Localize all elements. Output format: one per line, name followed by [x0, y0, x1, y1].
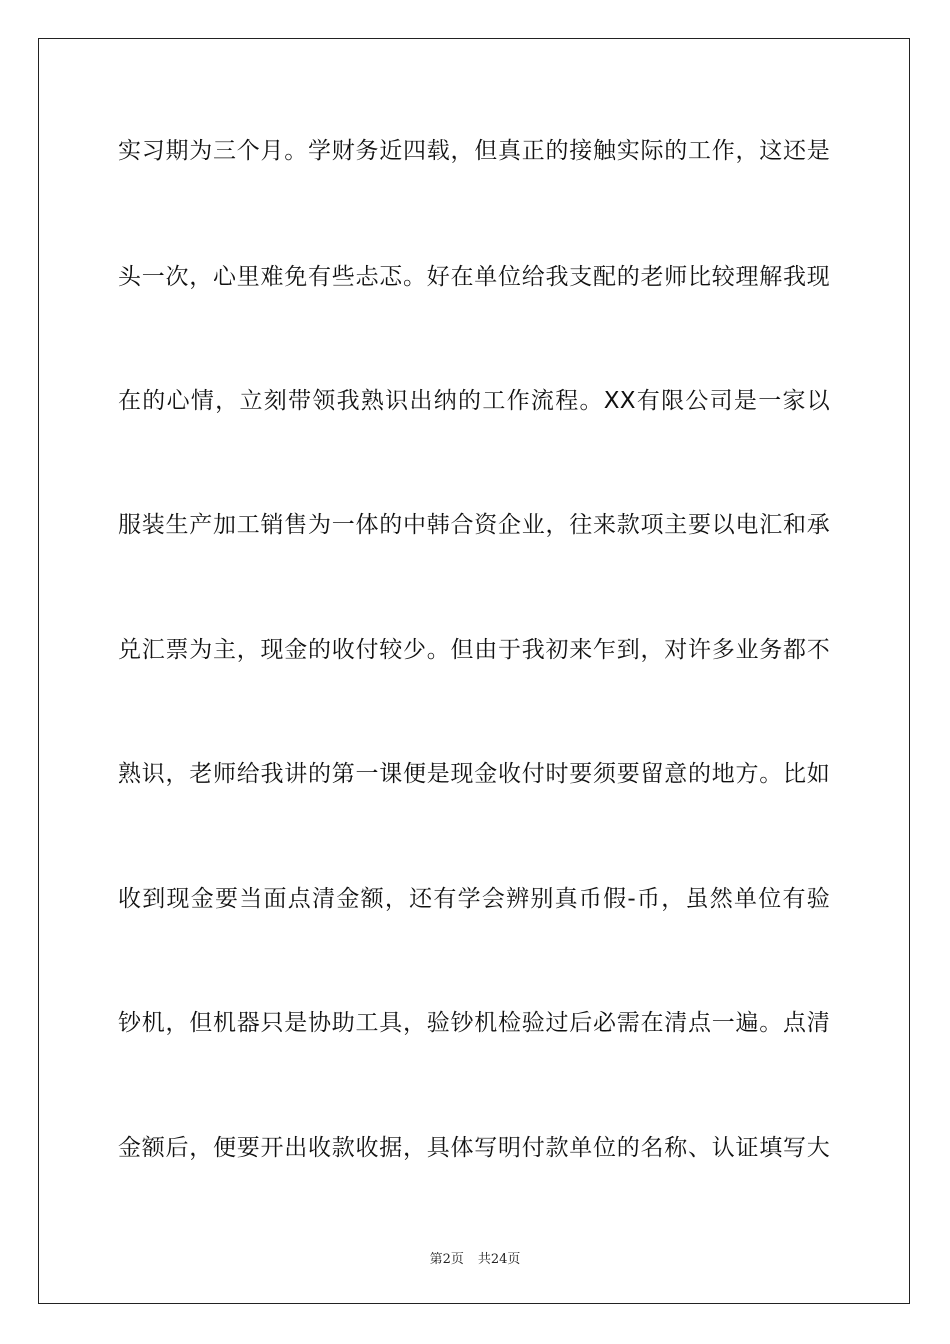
text-line: 在的心情，立刻带领我熟识出纳的工作流程。XX有限公司是一家以 [118, 388, 830, 414]
page-footer [0, 1248, 950, 1267]
text-line: 钞机，但机器只是协助工具，验钞机检验过后必需在清点一遍。点清 [118, 1010, 830, 1036]
page-border [38, 38, 910, 1304]
page-total: 共24页 [477, 1252, 521, 1267]
text-line: 金额后，便要开出收款收据，具体写明付款单位的名称、认证填写大 [118, 1135, 830, 1161]
text-line: 实习期为三个月。学财务近四载，但真正的接触实际的工作，这还是 [118, 138, 830, 164]
text-line: 兑汇票为主，现金的收付较少。但由于我初来乍到，对许多业务都不 [118, 637, 830, 663]
text-line: 熟识，老师给我讲的第一课便是现金收付时要须要留意的地方。比如 [118, 761, 830, 787]
page-number: 第2页 [429, 1252, 464, 1267]
text-line: 头一次，心里难免有些忐忑。好在单位给我支配的老师比较理解我现 [118, 264, 830, 290]
text-line: 收到现金要当面点清金额，还有学会辨别真币假-币，虽然单位有验 [118, 886, 830, 912]
text-line: 服装生产加工销售为一体的中韩合资企业，往来款项主要以电汇和承 [118, 512, 830, 538]
